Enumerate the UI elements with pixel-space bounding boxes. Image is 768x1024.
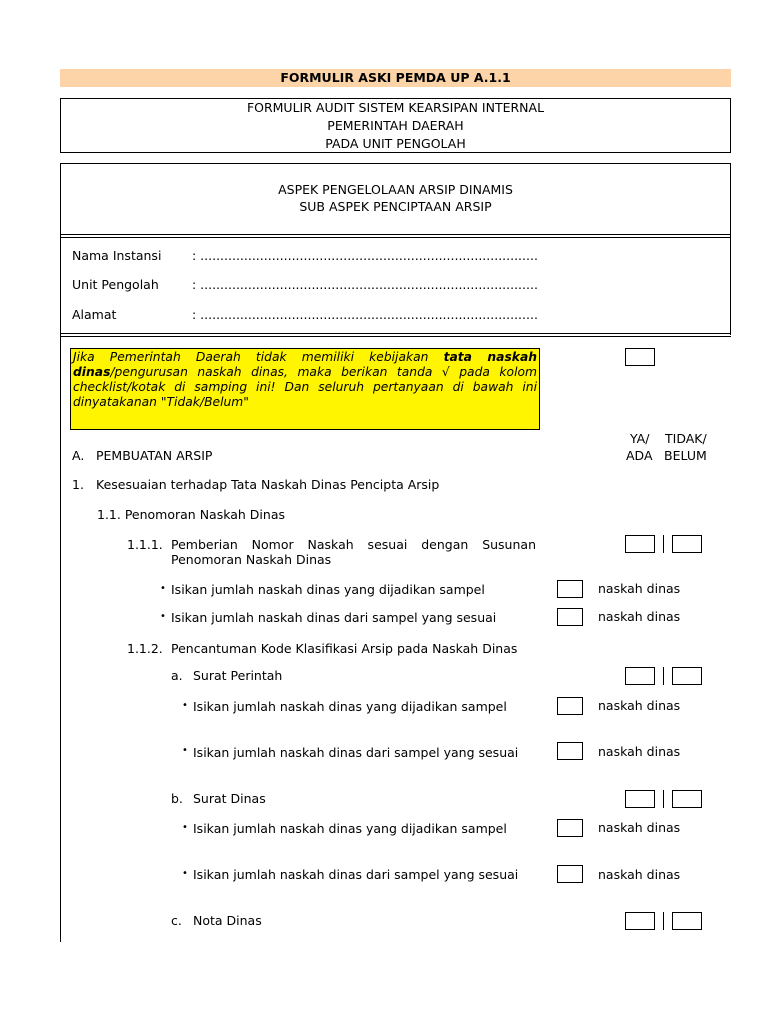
item-1-1-1-label: Pemberian Nomor Naskah sesuai dengan Susunan Penomoran Naskah Dinas	[171, 537, 536, 567]
item-1-1-2-label: Pencantuman Kode Klasifikasi Arsip pada Naskah Dinas	[171, 641, 518, 656]
sub-item-b-label: Surat Dinas	[193, 791, 266, 806]
item-1-num: 1.	[72, 477, 84, 492]
item-1-label: Kesesuaian terhadap Tata Naskah Dinas Pencipta Arsip	[96, 477, 440, 492]
double-rule-2b	[60, 336, 731, 337]
field-value-nama-instansi[interactable]: : .....................................................................................	[192, 248, 538, 263]
bullet-icon: •	[182, 745, 188, 756]
form-subtitle-box	[60, 98, 731, 153]
bullet-icon: •	[160, 583, 166, 594]
field-label-unit-pengolah: Unit Pengolah	[72, 277, 159, 292]
sub-item-a-letter: a.	[171, 668, 183, 683]
notice-bold-text: tata naskah dinas	[73, 350, 537, 379]
column-separator	[663, 535, 664, 553]
sample-count-input-a[interactable]	[557, 697, 583, 715]
form-code-title: FORMULIR ASKI PEMDA UP A.1.1	[60, 69, 731, 87]
aspect-heading	[60, 181, 731, 215]
col-ya-top: YA/	[630, 431, 650, 446]
tidak-checkbox-a[interactable]	[672, 667, 702, 685]
unit-label: naskah dinas	[598, 609, 681, 624]
aspect-line-1: ASPEK PENGELOLAAN ARSIP DINAMIS	[278, 182, 513, 197]
ya-checkbox-c[interactable]	[625, 912, 655, 930]
item-1-1-1-num: 1.1.1.	[127, 537, 163, 552]
double-rule-1b	[60, 237, 731, 238]
matching-count-label: Isikan jumlah naskah dinas dari sampel yang sesuai	[193, 745, 519, 760]
unit-label: naskah dinas	[598, 698, 681, 713]
section-a-num: A.	[72, 448, 85, 463]
sub-item-a-label: Surat Perintah	[193, 668, 283, 683]
no-policy-notice	[70, 348, 540, 430]
unit-label: naskah dinas	[598, 820, 681, 835]
ya-checkbox-b[interactable]	[625, 790, 655, 808]
column-separator	[663, 667, 664, 685]
bullet-icon: •	[160, 611, 166, 622]
sample-count-label: Isikan jumlah naskah dinas yang dijadikan sampel	[171, 582, 485, 597]
item-1-1-2-num: 1.1.2.	[127, 641, 163, 656]
field-label-alamat: Alamat	[72, 307, 117, 322]
matching-count-input-b[interactable]	[557, 865, 583, 883]
tidak-checkbox-1-1-1[interactable]	[672, 535, 702, 553]
sample-count-input-b[interactable]	[557, 819, 583, 837]
sub-item-b-letter: b.	[171, 791, 183, 806]
bullet-icon: •	[182, 700, 188, 711]
column-separator	[663, 912, 664, 930]
sample-count-label: Isikan jumlah naskah dinas yang dijadikan sampel	[193, 699, 507, 714]
frame-top-line	[60, 163, 731, 164]
item-1-1-label: 1.1. Penomoran Naskah Dinas	[97, 507, 285, 522]
notice-text-1: Jika Pemerintah Daerah tidak memiliki kebijakan	[73, 350, 444, 364]
bullet-icon: •	[182, 868, 188, 879]
col-tidak-bottom: BELUM	[664, 448, 707, 463]
unit-label: naskah dinas	[598, 744, 681, 759]
matching-count-input-a[interactable]	[557, 742, 583, 760]
ya-checkbox-1-1-1[interactable]	[625, 535, 655, 553]
matching-count-label: Isikan jumlah naskah dinas dari sampel yang sesuai	[171, 610, 497, 625]
aspect-line-2: SUB ASPEK PENCIPTAAN ARSIP	[299, 199, 492, 214]
field-value-alamat[interactable]: : .....................................................................................	[192, 307, 538, 322]
column-separator	[663, 790, 664, 808]
sample-count-label: Isikan jumlah naskah dinas yang dijadikan sampel	[193, 821, 507, 836]
no-policy-checkbox[interactable]	[625, 348, 655, 366]
unit-label: naskah dinas	[598, 581, 681, 596]
sample-count-input[interactable]	[557, 580, 583, 598]
col-tidak-top: TIDAK/	[665, 431, 707, 446]
double-rule-1a	[60, 234, 731, 235]
ya-checkbox-a[interactable]	[625, 667, 655, 685]
notice-text-2: /pengurusan naskah dinas, maka berikan tanda √ pada kolom checklist/kotak di samping ini! Dan seluruh pertanyaan di bawah ini dinyatakanan "Tidak/Belum"	[73, 365, 537, 409]
tidak-checkbox-b[interactable]	[672, 790, 702, 808]
section-a-label: PEMBUATAN ARSIP	[96, 448, 213, 463]
subtitle-line-3: PADA UNIT PENGOLAH	[325, 136, 466, 151]
sub-item-c-letter: c.	[171, 913, 182, 928]
frame-left-line	[60, 163, 61, 942]
subtitle-line-2: PEMERINTAH DAERAH	[327, 118, 464, 133]
field-label-nama-instansi: Nama Instansi	[72, 248, 162, 263]
matching-count-input[interactable]	[557, 608, 583, 626]
bullet-icon: •	[182, 822, 188, 833]
sub-item-c-label: Nota Dinas	[193, 913, 262, 928]
tidak-checkbox-c[interactable]	[672, 912, 702, 930]
double-rule-2a	[60, 333, 731, 334]
matching-count-label: Isikan jumlah naskah dinas dari sampel yang sesuai	[193, 867, 519, 882]
field-value-unit-pengolah[interactable]: : .....................................................................................	[192, 277, 538, 292]
unit-label: naskah dinas	[598, 867, 681, 882]
subtitle-line-1: FORMULIR AUDIT SISTEM KEARSIPAN INTERNAL	[246, 100, 545, 115]
col-ya-bottom: ADA	[626, 448, 653, 463]
